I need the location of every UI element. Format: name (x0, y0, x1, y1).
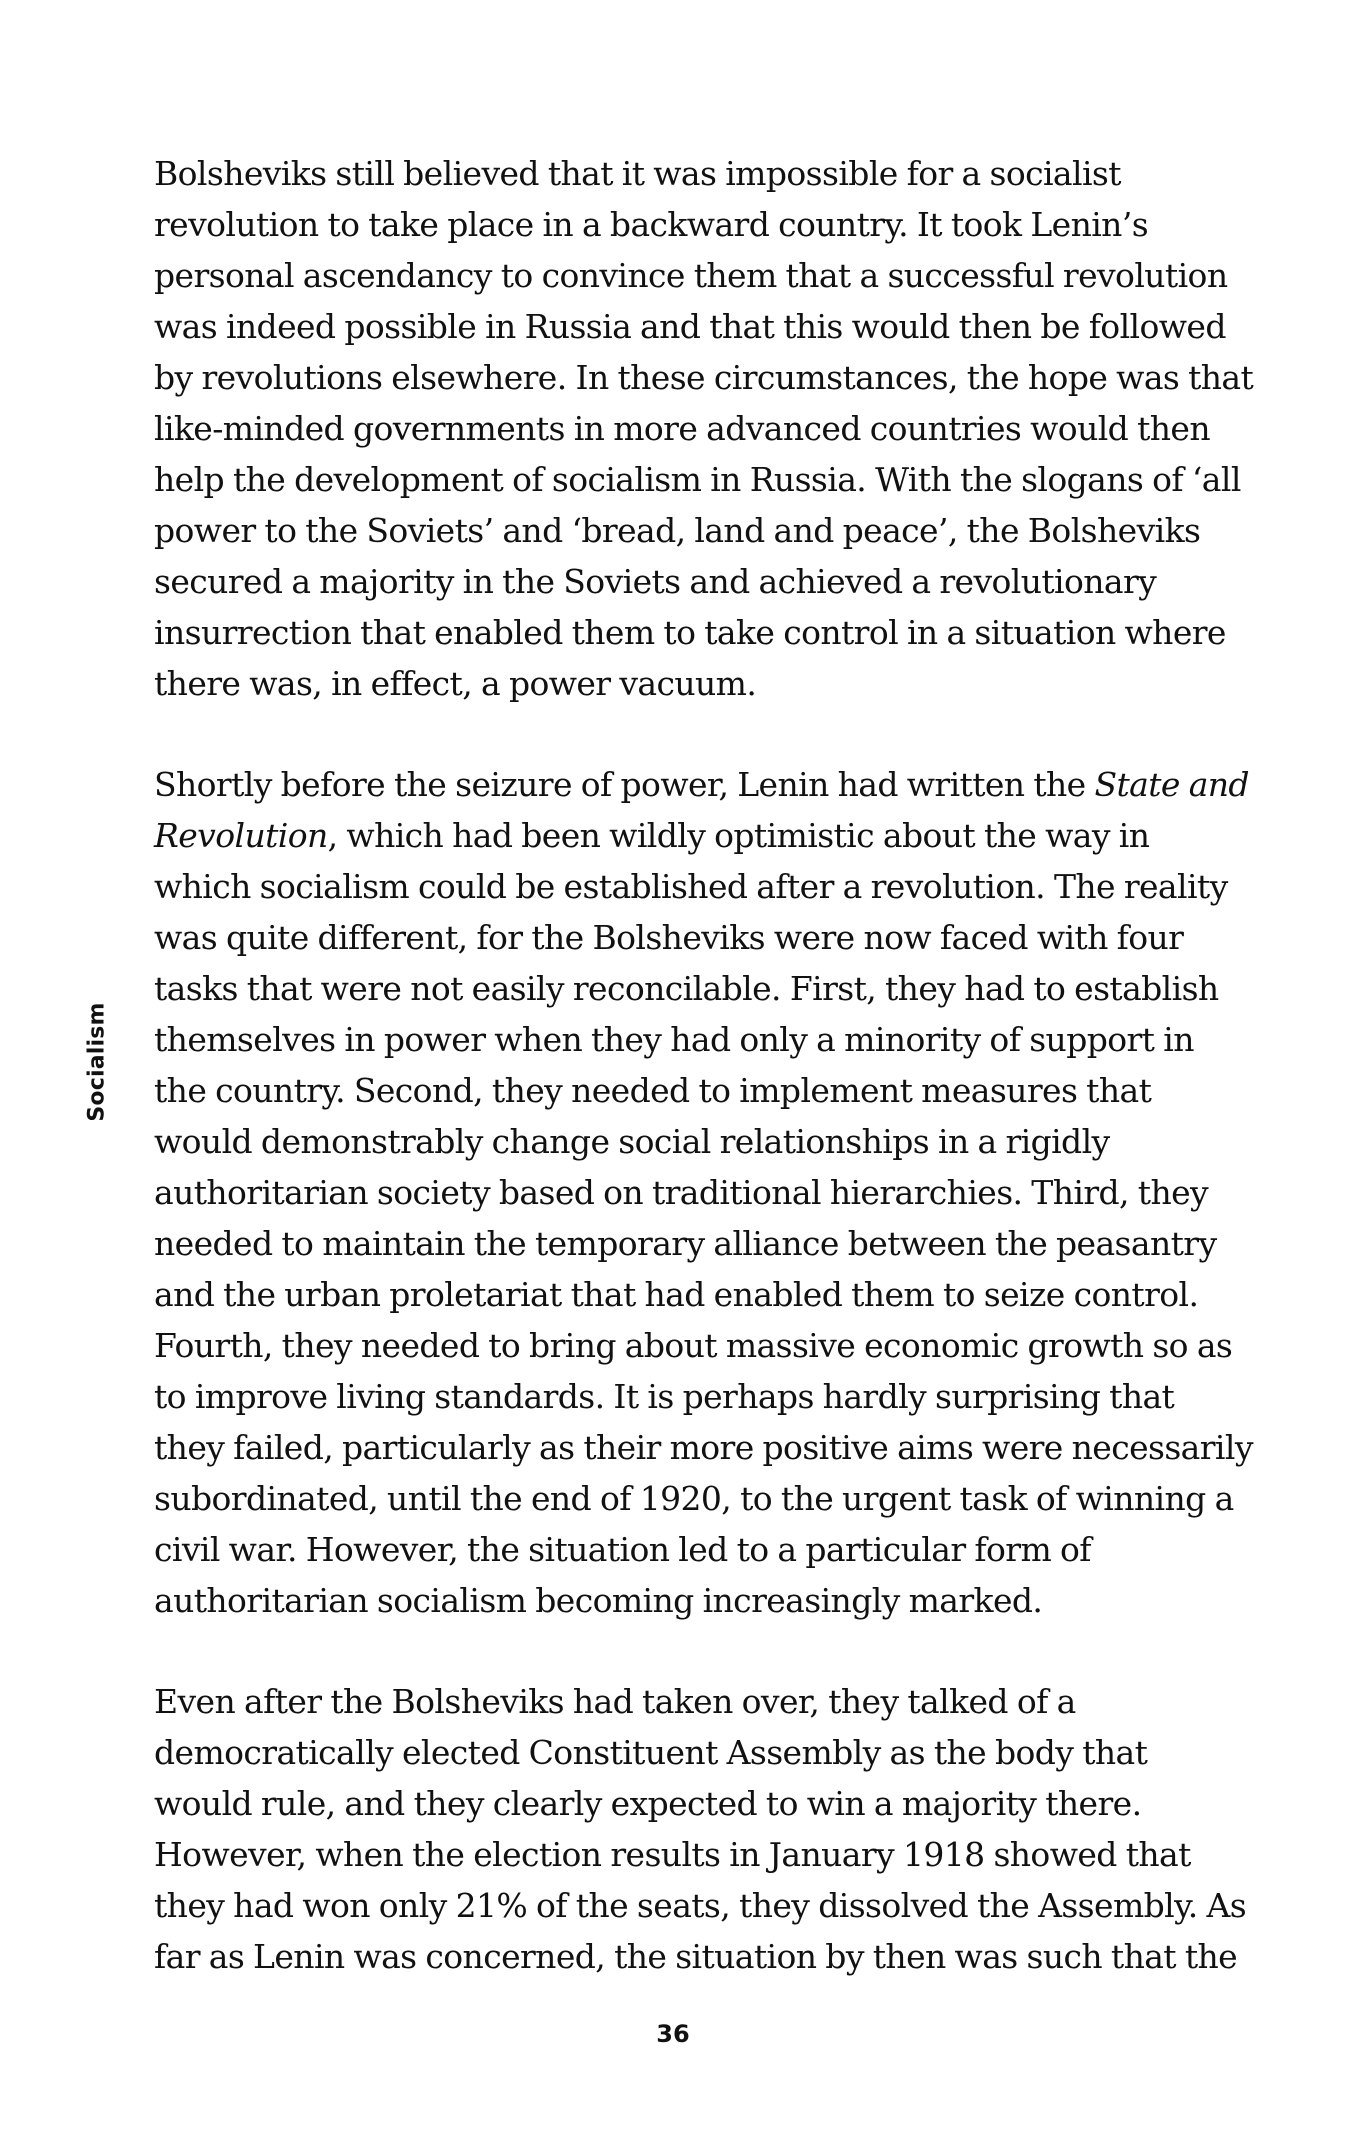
text-line: authoritarian socialism becoming increasingly marked. (154, 1581, 1043, 1620)
text-line: the country. Second, they needed to implement measures that (154, 1071, 1152, 1110)
page-number: 36 (656, 2020, 690, 2048)
text-line: to improve living standards. It is perhaps hardly surprising that (154, 1377, 1175, 1416)
text-line: secured a majority in the Soviets and achieved a revolutionary (154, 562, 1157, 601)
text-line: and the urban proletariat that had enabled them to seize control. (154, 1275, 1199, 1314)
text-run: Shortly before the seizure of power, Lenin had written the (154, 765, 1095, 804)
text-line: personal ascendancy to convince them that a successful revolution (154, 256, 1228, 295)
text-line: they failed, particularly as their more positive aims were necessarily (154, 1428, 1253, 1467)
text-line: Fourth, they needed to bring about massive economic growth so as (154, 1326, 1233, 1365)
text-line: like-minded governments in more advanced countries would then (154, 409, 1210, 448)
text-line: tasks that were not easily reconcilable. First, they had to establish (154, 969, 1219, 1008)
text-line: would rule, and they clearly expected to win a majority there. (154, 1784, 1142, 1823)
text-line: However, when the election results in January 1918 showed that (154, 1835, 1191, 1874)
paragraph-1 (154, 148, 1254, 709)
body-text (154, 148, 1254, 2032)
text-line: power to the Soviets’ and ‘bread, land and peace’, the Bolsheviks (154, 511, 1201, 550)
text-line: Even after the Bolsheviks had taken over, they talked of a (154, 1682, 1076, 1721)
book-title-italic: Revolution (154, 816, 328, 855)
text-line: civil war. However, the situation led to a particular form of (154, 1530, 1091, 1569)
text-line: which socialism could be established after a revolution. The reality (154, 867, 1228, 906)
text-line: help the development of socialism in Russia. With the slogans of ‘all (154, 460, 1241, 499)
text-line: authoritarian society based on traditional hierarchies. Third, they (154, 1173, 1209, 1212)
text-line: was indeed possible in Russia and that this would then be followed (154, 307, 1226, 346)
text-line: would demonstrably change social relationships in a rigidly (154, 1122, 1110, 1161)
paragraph-2 (154, 759, 1253, 1626)
text-run: , which had been wildly optimistic about the way in (327, 816, 1150, 855)
text-line (154, 759, 1249, 810)
text-line (154, 810, 1234, 861)
text-line: Bolsheviks still believed that it was impossible for a socialist (154, 154, 1121, 193)
text-line: there was, in effect, a power vacuum. (154, 664, 757, 703)
text-line: was quite different, for the Bolsheviks were now faced with four (154, 918, 1184, 957)
text-line: they had won only 21% of the seats, they dissolved the Assembly. As (154, 1886, 1247, 1925)
text-line: needed to maintain the temporary alliance between the peasantry (154, 1224, 1217, 1263)
book-title-italic: State and (1094, 765, 1249, 804)
text-line: insurrection that enabled them to take control in a situation where (154, 613, 1226, 652)
text-line: themselves in power when they had only a minority of support in (154, 1020, 1194, 1059)
text-line: by revolutions elsewhere. In these circumstances, the hope was that (154, 358, 1254, 397)
text-line: revolution to take place in a backward country. It took Lenin’s (154, 205, 1149, 244)
paragraph-3 (154, 1676, 1247, 1982)
text-line: subordinated, until the end of 1920, to the urgent task of winning a (154, 1479, 1234, 1518)
text-line: democratically elected Constituent Assembly as the body that (154, 1733, 1148, 1772)
running-head: Socialism (84, 1002, 110, 1122)
text-line: far as Lenin was concerned, the situation by then was such that the (154, 1937, 1238, 1976)
